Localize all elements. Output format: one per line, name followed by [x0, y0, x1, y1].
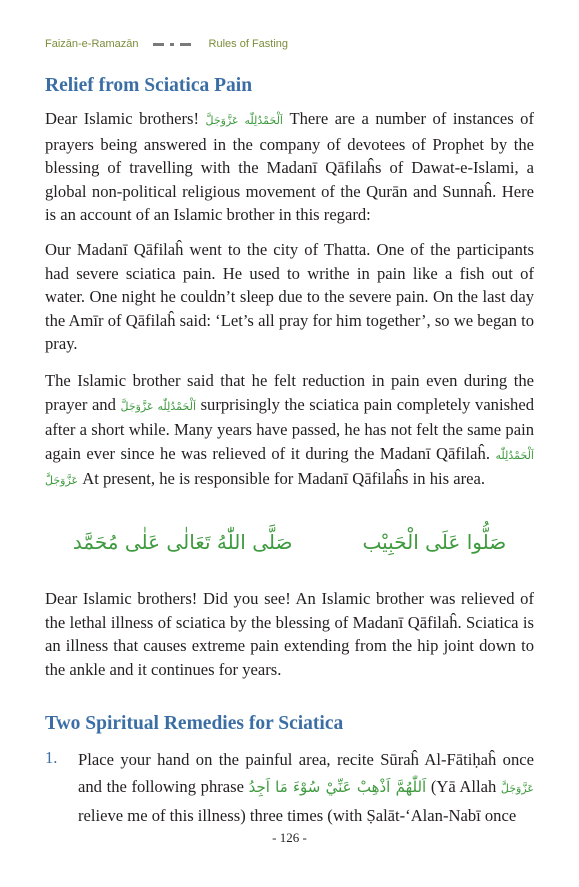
- section-heading-relief: Relief from Sciatica Pain: [45, 75, 253, 96]
- p3-text-c: At present, he is responsible for Madanī Qāfilaĥs in his area.: [82, 469, 485, 489]
- arabic-azzawajal: عَزَّوَجَلَّ: [500, 782, 534, 795]
- p3-text-b: surprisingly the sciatica pain completely vanished after a short while. Many years have passed, he has not felt the same pain again ever since he was relieved of it during the Madanī Qāfilaĥ.: [45, 394, 535, 463]
- paragraph-1: [45, 107, 534, 227]
- salawat-line: [0, 530, 579, 554]
- paragraph-2: Our Madanī Qāfilaĥ went to the city of Thatta. One of the participants had severe sciatica pain. He used to writhe in pain like a fish out of water. One night he couldn’t sleep due to the severe pain. On the last day the Amīr of Qāfilaĥ said: ‘Let’s all pray for him together’, so we began to pray.: [45, 240, 534, 354]
- paragraph-3: [45, 369, 534, 493]
- p3-text-a: The Islamic brother said that he felt reduction in pain even during the prayer and: [45, 371, 534, 414]
- arabic-alhamdulillah: اَلْحَمْدُلِلّٰه عَزَّوَجَلَّ: [120, 399, 197, 413]
- item1-text-c: relieve me of this illness) three times (with Ṣalāt-‘Alan-Nabī once: [78, 806, 517, 825]
- book-title: Faizān-e-Ramazān: [45, 38, 139, 50]
- list-item-text: [78, 746, 534, 829]
- paragraph-4: Dear Islamic brothers! Did you see! An Islamic brother was relieved of the lethal illness of sciatica by the blessing of Madanī Qāfilaĥ. Sciatica is an illness that causes extreme pain extending from the hip joint down to the ankle and it continues for years.: [45, 589, 534, 679]
- list-item: [45, 746, 534, 829]
- item1-text-b: (Yā Allah: [430, 777, 497, 796]
- salawat-left: صَلَّى اللّٰهُ تَعَالٰى عَلٰى مُحَمَّد: [72, 530, 293, 554]
- item1-text-a: Place your hand on the painful area, recite Sūraĥ Al-Fātiḥaĥ once and the following phrase: [78, 750, 534, 796]
- arabic-alhamdulillah: اَلْحَمْدُلِلّٰه عَزَّوَجَلَّ: [45, 448, 534, 488]
- section-heading-remedies: Two Spiritual Remedies for Sciatica: [45, 713, 344, 734]
- list-number: 1.: [45, 748, 58, 767]
- p1-text-b: There are a number of instances of prayers being answered in the company of devotees of Prophet by the blessing of travelling with the Madanī Qāfilaĥs of Dawat-e-Islami, a global non-political religious movement of the Qurān and Sunnaĥ. Here is an account of an Islamic brother in this regard:: [45, 109, 534, 225]
- salawat-right: صَلُّوا عَلَى الْحَبِيْب: [362, 530, 507, 554]
- running-header: [45, 38, 288, 50]
- page-number: - 126 -: [272, 830, 307, 845]
- p1-text-a: Dear Islamic brothers!: [45, 109, 199, 128]
- arabic-dua: اَللّٰهُمَّ اَذْهِبْ عَنِّيْ سُوْءَ مَا اَجِدُ: [248, 778, 427, 796]
- chapter-title: Rules of Fasting: [208, 38, 289, 50]
- arabic-alhamdulillah: اَلْحَمْدُلِلّٰه عَزَّوَجَلَّ: [205, 114, 283, 127]
- header-separator: [153, 43, 197, 46]
